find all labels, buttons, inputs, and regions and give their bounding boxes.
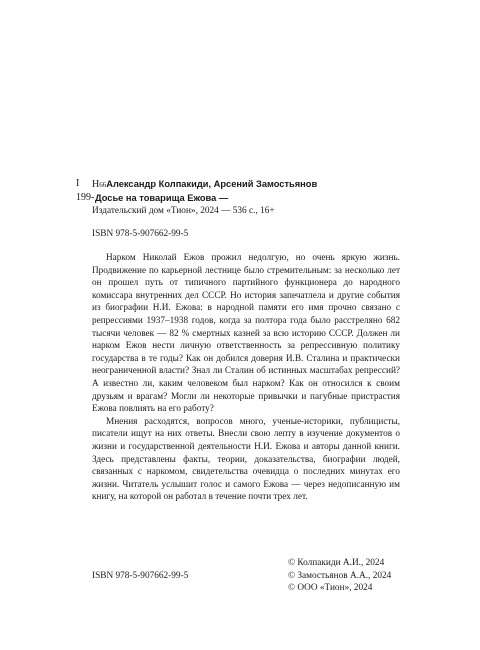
isbn-top: ISBN 978-5-907662-99-5	[92, 229, 189, 239]
copyright-line: © Замостьянов А.А., 2024	[288, 570, 392, 581]
copyright-line: © ООО «Тион», 2024	[288, 583, 373, 594]
book-title: Досье на товарища Ежова —	[95, 193, 229, 203]
abstract-paragraph-2: Мнения расходятся, вопросов много, ученые-историки, публицисты, писатели ищут на них ответы. Внесли свою лепту в изучение документов о жизни и государственной деятельности Н.И. Ежова и авторы данной книги. Здесь представлены факты, теории, доказательства, биографии людей, связанных с наркомом, свидетельства очевидца о последних минутах его жизни. Читатель услышит голос и самого Ежова — через недописанную им книгу, на которой он работал в течение почти трех лет.	[92, 416, 400, 503]
udk-code: I	[76, 178, 80, 189]
copyright-block	[288, 557, 391, 595]
bbk-code: Н	[92, 179, 100, 190]
authors-row	[92, 179, 317, 190]
abstract-paragraph-1: Нарком Николай Ежов прожил недолгую, но очень яркую жизнь. Продвижение по карьерной лестнице было стремительным: за несколько лет он прошел путь от типичного партийного функционера до народного комиссара внутренних дел СССР. Но история запечатлела и другие события из биографии Н.И. Ежова: в народной памяти его имя прочно связано с репрессиями 1937–1938 годов, когда за полтора года было расстреляно 682 тысячи человек — 82 % смертных казней за всю историю СССР. Должен ли нарком Ежов нести личную ответственность за репрессивную политику государства в те годы? Как он добился доверия И.В. Сталина и практически неограниченной власти? Знал ли Сталин об истинных масштабах репрессий? А известно ли, каким человеком был нарком? Как он относился к своим друзьям и врагам? Могли ли некоторые привычки и пагубные пристрастия Ежова повлиять на его работу?	[92, 253, 400, 415]
author-mark: 199-	[76, 192, 95, 203]
abstract	[92, 252, 400, 504]
copyright-line: © Колпакиди А.И., 2024	[288, 558, 385, 568]
publisher-line: Издательский дом «Тион», 2024 — 536 с., 16+	[92, 206, 275, 216]
bbk-subcode: 66	[99, 181, 107, 189]
authors: Александр Колпакиди, Арсений Замостьянов	[106, 179, 318, 189]
isbn-bottom: ISBN 978-5-907662-99-5	[92, 571, 189, 581]
